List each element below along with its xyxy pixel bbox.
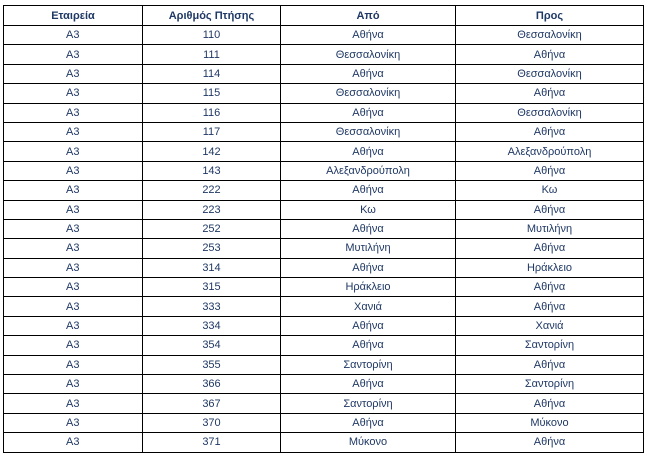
airline-cell: A3	[4, 394, 143, 413]
table-row	[4, 258, 644, 277]
to-cell: Αθήνα	[456, 122, 644, 141]
to-cell: Κω	[456, 181, 644, 200]
to-cell: Αθήνα	[456, 84, 644, 103]
flight-number-cell: 115	[143, 84, 281, 103]
airline-cell: A3	[4, 219, 143, 238]
airline-cell: A3	[4, 181, 143, 200]
from-cell: Μύκονο	[281, 433, 456, 452]
from-cell: Θεσσαλονίκη	[281, 122, 456, 141]
from-cell: Αθήνα	[281, 103, 456, 122]
table-body	[4, 26, 644, 453]
table-row	[4, 355, 644, 374]
from-cell: Ηράκλειο	[281, 278, 456, 297]
airline-cell: A3	[4, 413, 143, 432]
table-row	[4, 103, 644, 122]
from-cell: Αθήνα	[281, 219, 456, 238]
table-row	[4, 142, 644, 161]
table-row	[4, 239, 644, 258]
to-cell: Αθήνα	[456, 433, 644, 452]
from-cell: Θεσσαλονίκη	[281, 84, 456, 103]
to-cell: Μυτιλήνη	[456, 219, 644, 238]
flight-number-cell: 366	[143, 375, 281, 394]
to-cell: Αθήνα	[456, 239, 644, 258]
flight-number-cell: 355	[143, 355, 281, 374]
to-cell: Ηράκλειο	[456, 258, 644, 277]
airline-cell: A3	[4, 433, 143, 452]
flight-number-cell: 117	[143, 122, 281, 141]
from-cell: Σαντορίνη	[281, 394, 456, 413]
to-cell: Αθήνα	[456, 161, 644, 180]
table-row	[4, 413, 644, 432]
airline-cell: A3	[4, 316, 143, 335]
from-cell: Σαντορίνη	[281, 355, 456, 374]
from-cell: Αθήνα	[281, 336, 456, 355]
header-flight-number: Αριθμός Πτήσης	[143, 6, 281, 26]
airline-cell: A3	[4, 297, 143, 316]
flight-number-cell: 116	[143, 103, 281, 122]
from-cell: Αθήνα	[281, 142, 456, 161]
table-row	[4, 26, 644, 45]
airline-cell: A3	[4, 375, 143, 394]
table-row	[4, 219, 644, 238]
airline-cell: A3	[4, 26, 143, 45]
to-cell: Θεσσαλονίκη	[456, 103, 644, 122]
flight-number-cell: 222	[143, 181, 281, 200]
to-cell: Σαντορίνη	[456, 336, 644, 355]
to-cell: Αθήνα	[456, 278, 644, 297]
flight-number-cell: 114	[143, 64, 281, 83]
airline-cell: A3	[4, 84, 143, 103]
to-cell: Αθήνα	[456, 297, 644, 316]
flight-number-cell: 354	[143, 336, 281, 355]
flight-number-cell: 333	[143, 297, 281, 316]
table-row	[4, 297, 644, 316]
table-row	[4, 316, 644, 335]
to-cell: Αθήνα	[456, 394, 644, 413]
header-to: Προς	[456, 6, 644, 26]
table-row	[4, 45, 644, 64]
table-row	[4, 394, 644, 413]
table-row	[4, 84, 644, 103]
airline-cell: A3	[4, 103, 143, 122]
airline-cell: A3	[4, 142, 143, 161]
from-cell: Αθήνα	[281, 413, 456, 432]
flight-number-cell: 110	[143, 26, 281, 45]
airline-cell: A3	[4, 278, 143, 297]
to-cell: Σαντορίνη	[456, 375, 644, 394]
from-cell: Αθήνα	[281, 375, 456, 394]
flight-number-cell: 314	[143, 258, 281, 277]
airline-cell: A3	[4, 355, 143, 374]
flight-number-cell: 370	[143, 413, 281, 432]
to-cell: Θεσσαλονίκη	[456, 26, 644, 45]
flight-number-cell: 334	[143, 316, 281, 335]
airline-cell: A3	[4, 200, 143, 219]
to-cell: Αθήνα	[456, 355, 644, 374]
flights-table	[3, 5, 644, 453]
flight-number-cell: 143	[143, 161, 281, 180]
from-cell: Αθήνα	[281, 181, 456, 200]
from-cell: Αθήνα	[281, 316, 456, 335]
from-cell: Κω	[281, 200, 456, 219]
airline-cell: A3	[4, 64, 143, 83]
flight-number-cell: 315	[143, 278, 281, 297]
airline-cell: A3	[4, 336, 143, 355]
airline-cell: A3	[4, 122, 143, 141]
from-cell: Αθήνα	[281, 26, 456, 45]
airline-cell: A3	[4, 239, 143, 258]
table-row	[4, 122, 644, 141]
from-cell: Αλεξανδρούπολη	[281, 161, 456, 180]
to-cell: Θεσσαλονίκη	[456, 64, 644, 83]
table-row	[4, 161, 644, 180]
header-from: Από	[281, 6, 456, 26]
from-cell: Αθήνα	[281, 64, 456, 83]
flight-number-cell: 367	[143, 394, 281, 413]
flights-table-container	[3, 5, 644, 453]
table-header-row	[4, 6, 644, 26]
to-cell: Αλεξανδρούπολη	[456, 142, 644, 161]
table-row	[4, 200, 644, 219]
to-cell: Αθήνα	[456, 200, 644, 219]
flight-number-cell: 223	[143, 200, 281, 219]
table-row	[4, 181, 644, 200]
from-cell: Αθήνα	[281, 258, 456, 277]
flight-number-cell: 252	[143, 219, 281, 238]
airline-cell: A3	[4, 161, 143, 180]
to-cell: Χανιά	[456, 316, 644, 335]
table-row	[4, 64, 644, 83]
flight-number-cell: 142	[143, 142, 281, 161]
table-row	[4, 278, 644, 297]
flight-number-cell: 253	[143, 239, 281, 258]
from-cell: Χανιά	[281, 297, 456, 316]
flight-number-cell: 111	[143, 45, 281, 64]
from-cell: Μυτιλήνη	[281, 239, 456, 258]
flight-number-cell: 371	[143, 433, 281, 452]
table-row	[4, 433, 644, 452]
table-row	[4, 336, 644, 355]
airline-cell: A3	[4, 45, 143, 64]
header-airline: Εταιρεία	[4, 6, 143, 26]
from-cell: Θεσσαλονίκη	[281, 45, 456, 64]
to-cell: Αθήνα	[456, 45, 644, 64]
airline-cell: A3	[4, 258, 143, 277]
table-row	[4, 375, 644, 394]
to-cell: Μύκονο	[456, 413, 644, 432]
